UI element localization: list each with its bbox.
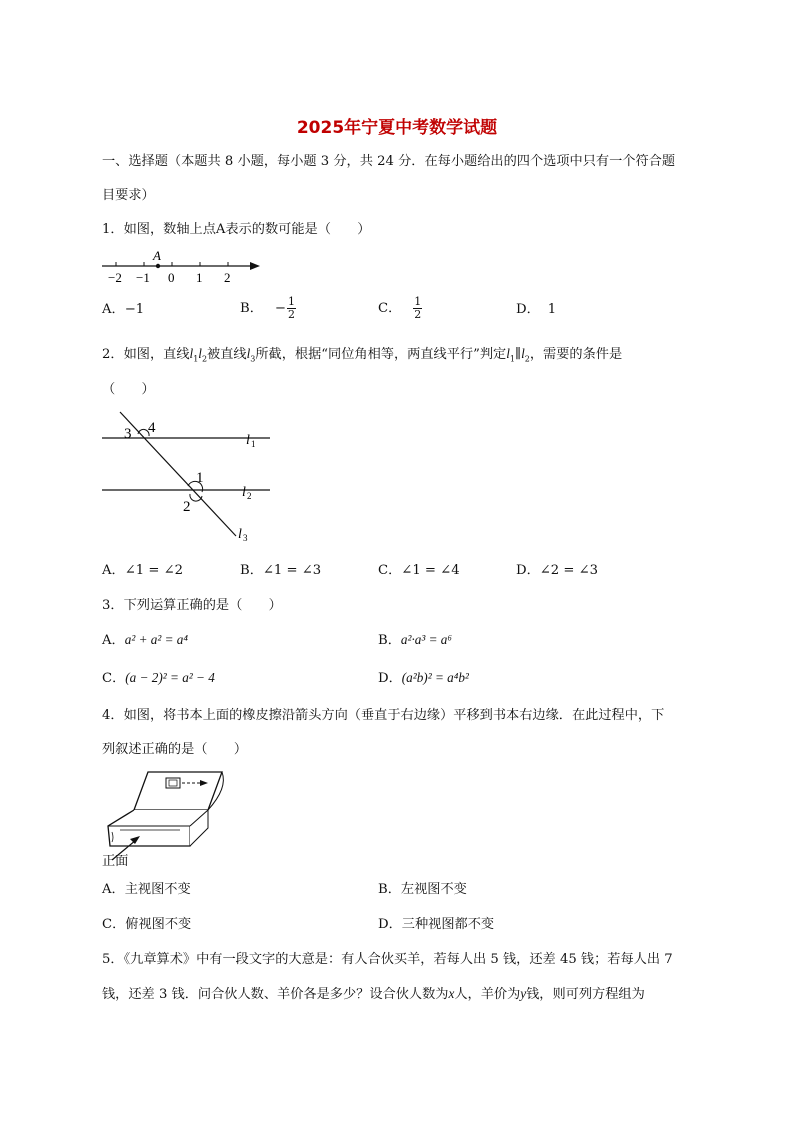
q3-option-a: A．a² + a² = a⁴ <box>102 632 188 648</box>
fraction-half: $\frac{1}{2}$ <box>414 295 422 321</box>
q4-option-a: A．主视图不变 <box>102 882 191 897</box>
q2-stem: 2．如图，直线$l_1l_2$被直线$l_3$所截，根据“同位角相等，两直线平行”判定$l_1\parallel l_2$，需要的条件是 <box>102 346 623 364</box>
q3-option-b: B．a²·a³ = a⁶ <box>378 632 452 648</box>
q1-option-b: B． − $\frac{1}{2}$ <box>240 295 295 321</box>
q4-option-c: C．俯视图不变 <box>102 917 192 932</box>
q3-option-d: D．(a²b)² = a⁴b² <box>378 670 469 686</box>
line-sub-l2: 2 <box>247 491 252 501</box>
fraction-neg-half: $\frac{1}{2}$ <box>287 295 295 321</box>
q3-stem: 3．下列运算正确的是（ ） <box>102 598 282 613</box>
q4-option-d: D．三种视图都不变 <box>378 917 495 932</box>
angle-label-4: 4 <box>148 420 156 436</box>
point-a-label: A <box>153 248 161 263</box>
q2-option-d: D．∠2 = ∠3 <box>516 563 599 578</box>
line-l3 <box>120 412 236 536</box>
q4-stem-line2: 列叙述正确的是（ ） <box>102 742 248 757</box>
q1-option-a: A．−1 <box>102 302 145 317</box>
angle-label-3: 3 <box>124 426 132 442</box>
point-a-dot <box>156 264 160 268</box>
q3-option-c: C．(a − 2)² = a² − 4 <box>102 670 215 686</box>
line-label-l3: l <box>238 527 242 542</box>
q4-option-b: B．左视图不变 <box>378 882 467 897</box>
q1-option-c: C． $\frac{1}{2}$ <box>378 295 422 321</box>
page-title: 2025年宁夏中考数学试题 <box>296 118 498 138</box>
q4-figure-label: 正面 <box>102 854 129 869</box>
q1-number-line <box>100 246 268 288</box>
q5-line2: 钱，还差 3 钱．问合伙人数、羊价各是多少？设合伙人数为x人，羊价为y钱，则可列方程组为 <box>102 986 645 1002</box>
q2-figure <box>100 408 270 548</box>
tick-label-neg2: −2 <box>108 270 122 285</box>
tick-label-2: 2 <box>224 270 231 285</box>
section-heading-line1: 一、选择题（本题共 8 小题，每小题 3 分，共 24 分．在每小题给出的四个选项中只有一个符合题 <box>102 154 676 169</box>
section-heading-line2: 目要求） <box>102 188 155 203</box>
q2-option-b: B．∠1 = ∠3 <box>240 563 322 578</box>
q5-line1: 5．《九章算术》中有一段文字的大意是：有人合伙买羊，若每人出 5 钱，还差 45 钱；若每人出 7 <box>102 952 673 967</box>
line-sub-l3: 3 <box>243 533 248 543</box>
q4-stem-line1: 4．如图，将书本上面的橡皮擦沿箭头方向（垂直于右边缘）平移到书本右边缘．在此过程中，下 <box>102 708 665 723</box>
line-label-l2: l <box>242 485 246 500</box>
tick-label-1: 1 <box>196 270 203 285</box>
q2-option-a: A．∠1 = ∠2 <box>102 563 184 578</box>
number-line-arrow <box>250 262 260 270</box>
eraser <box>166 778 180 788</box>
tick-label-neg1: −1 <box>136 270 150 285</box>
angle-label-2: 2 <box>183 499 191 515</box>
line-sub-l1: 1 <box>251 439 256 449</box>
tick-label-0: 0 <box>168 270 175 285</box>
line-label-l1: l <box>246 433 250 448</box>
q2-option-c: C．∠1 = ∠4 <box>378 563 460 578</box>
q2-paren: （ ） <box>102 382 155 397</box>
angle-label-1: 1 <box>196 470 204 486</box>
q1-option-d: D． 1 <box>516 302 557 317</box>
q1-stem: 1．如图，数轴上点A表示的数可能是（ ） <box>102 222 371 237</box>
